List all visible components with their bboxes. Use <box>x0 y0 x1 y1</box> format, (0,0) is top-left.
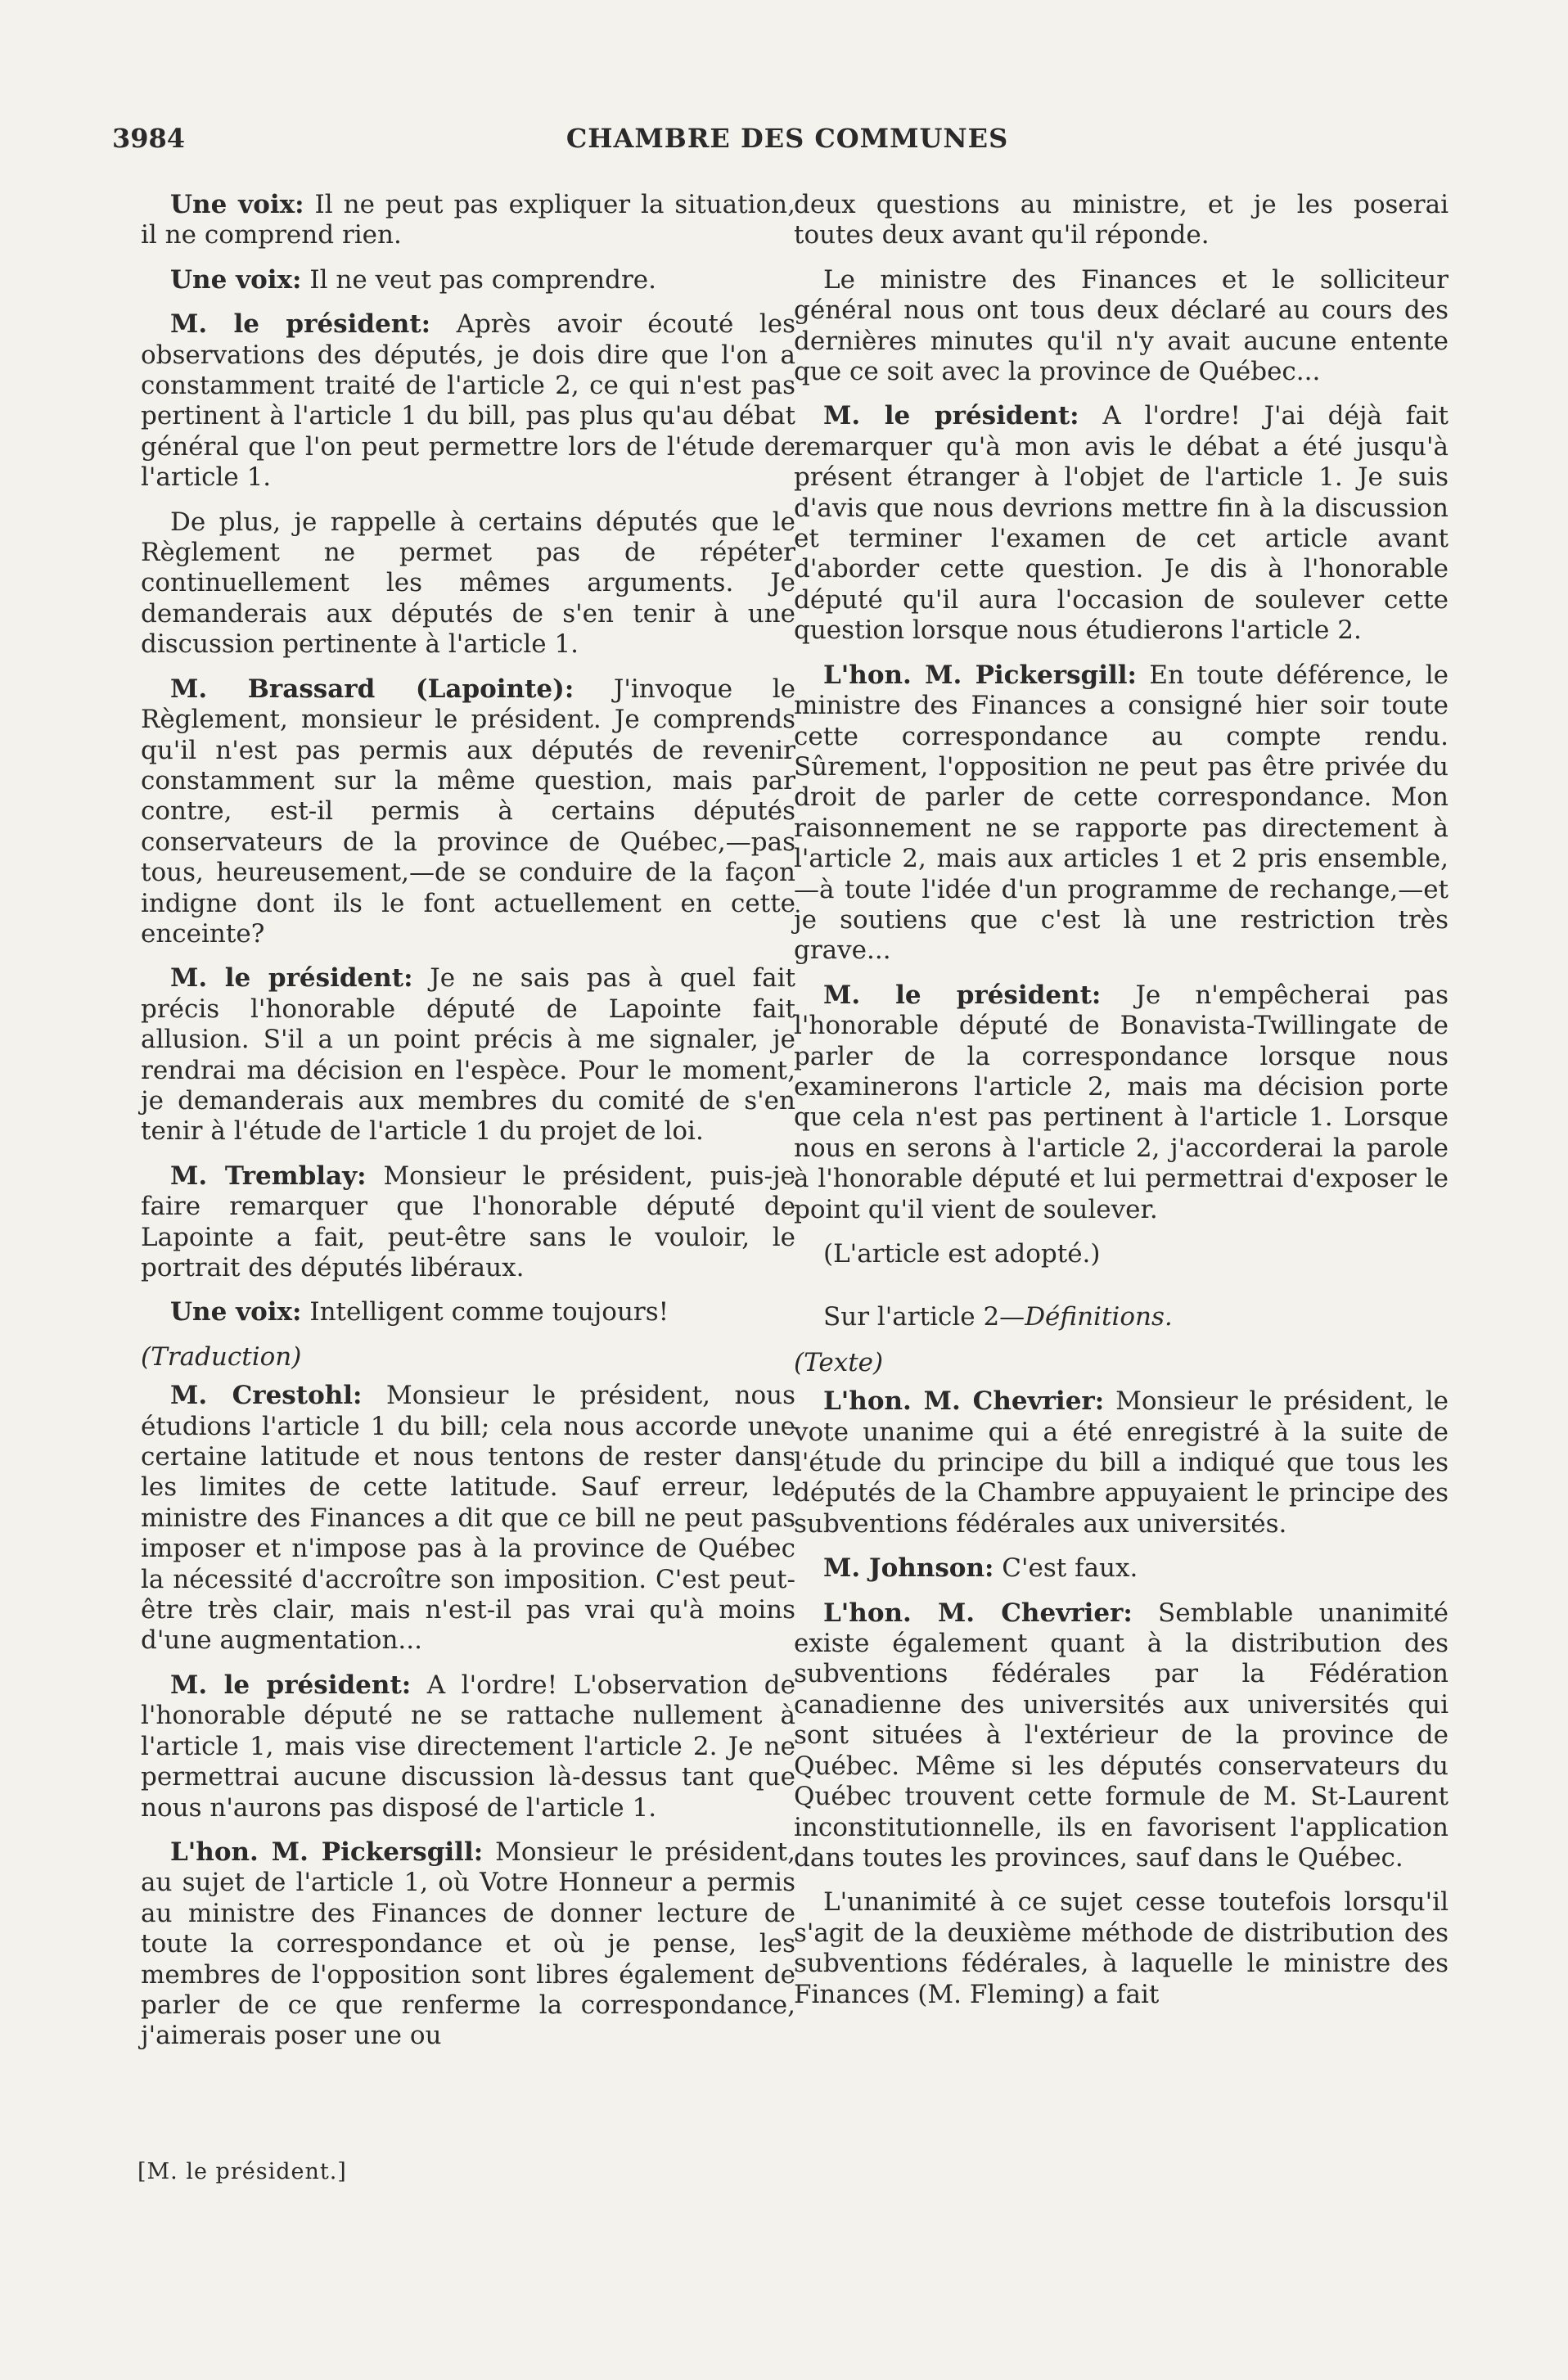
speaker-name: M. Brassard (Lapointe): <box>170 674 574 704</box>
speech-text: Il ne peut pas expliquer la situation, il ne comprend rien. <box>141 190 795 250</box>
speaker-name: M. le président: <box>823 401 1079 431</box>
speech-text: Le ministre des Finances et le solliciteur général nous ont tous deux déclaré au cours des dernières minutes qu'il n'y avait aucune entente que ce soit avec la province de Québec... <box>794 264 1449 387</box>
clause-heading-prefix: Sur l'article 2— <box>823 1302 1025 1332</box>
speech-text: A l'ordre! J'ai déjà fait remarquer qu'à mon avis le débat a été jusqu'à présent étranger à l'objet de l'article 1. Je suis d'avis que nous devrions mettre fin à la discussion et terminer l'examen de cet article avant d'aborder cette question. Je dis à l'honorable député qu'il aura l'occasion de soulever cette question lorsque nous étudierons l'article 2. <box>794 401 1449 646</box>
speech-paragraph <box>141 265 795 295</box>
speech-paragraph <box>141 1670 795 1823</box>
speech-paragraph <box>794 1553 1449 1584</box>
speech-paragraph <box>141 963 795 1147</box>
footnote: [M. le président.] <box>137 2159 347 2184</box>
speaker-name: M. Crestohl: <box>170 1381 363 1411</box>
speaker-name: L'hon. M. Chevrier: <box>823 1598 1133 1628</box>
speech-paragraph <box>141 674 795 950</box>
speaker-name: M. le président: <box>170 963 413 994</box>
speech-text: Monsieur le président, le vote unanime qui a été enregistré à la suite de l'étude du principe du bill a indiqué que tous les députés de la Chambre appuyaient le principe des subventions fédérales aux universités. <box>794 1386 1449 1539</box>
speaker-name: Une voix: <box>170 1297 302 1327</box>
speech-text: A l'ordre! L'observation de l'honorable député ne se rattache nullement à l'article 1, mais vise directement l'article 2. Je ne permettrai aucune discussion là-dessus tant que nous n'aurons pas disposé de l'article 1. <box>141 1670 795 1823</box>
speech-paragraph <box>141 507 795 660</box>
speaker-name: M. Tremblay: <box>170 1161 367 1191</box>
clause-heading <box>794 1302 1449 1332</box>
speech-text: Semblable unanimité existe également quant à la distribution des subventions fédérales par la Fédération canadienne des universités aux universités qui sont situées à l'extérieur de la province de Québec. Même si les députés conservateurs du Québec trouvent cette formule de M. St-Laurent inconstitutionnelle, ils en favorisent l'application dans toutes les provinces, sauf dans le Québec. <box>794 1598 1449 1873</box>
speech-text: Monsieur le président, au sujet de l'article 1, où Votre Honneur a permis au ministre des Finances de donner lecture de toute la correspondance et où je pense, les membres de l'opposition sont libres également de parler de ce que renferme la correspondance, j'aimerais poser une ou <box>141 1837 795 2051</box>
right-column <box>794 190 1449 2024</box>
speaker-name: Une voix: <box>170 190 304 219</box>
speech-paragraph <box>794 980 1449 1225</box>
speech-text: Après avoir écouté les observations des députés, je dois dire que l'on a constamment traité de l'article 2, ce qui n'est pas pertinent à l'article 1 du bill, pas plus qu'au débat général que l'on peut permettre lors de l'étude de l'article 1. <box>141 309 795 493</box>
speech-paragraph <box>794 1386 1449 1539</box>
speech-text: C'est faux. <box>994 1553 1138 1584</box>
clause-heading-title: Définitions. <box>1025 1302 1173 1332</box>
speech-text: En toute déférence, le ministre des Finances a consigné hier soir toute cette correspondance au compte rendu. Sûrement, l'opposition ne peut pas être privée du droit de parler de cette correspondance. Mon raisonnement ne se rapporte pas directement à l'article 2, mais aux articles 1 et 2 pris ensemble,—à toute l'idée d'un programme de rechange,—et je soutiens que c'est là une restriction très grave... <box>794 660 1449 966</box>
speech-text: Intelligent comme toujours! <box>301 1297 669 1327</box>
language-note: (Texte) <box>794 1347 884 1377</box>
speech-text: deux questions au ministre, et je les poserai toutes deux avant qu'il réponde. <box>794 190 1449 250</box>
speaker-name: M. le président: <box>170 309 431 340</box>
speech-paragraph <box>141 1837 795 2052</box>
speech-text: Monsieur le président, puis-je faire remarquer que l'honorable député de Lapointe a fait, peut-être sans le vouloir, le portrait des députés libéraux. <box>141 1161 795 1282</box>
speech-text: Je n'empêcherai pas l'honorable député de Bonavista-Twillingate de parler de la correspondance lorsque nous examinerons l'article 2, mais ma décision porte que cela n'est pas pertinent à l'article 1. Lorsque nous en serons à l'article 2, j'accorderai la parole à l'honorable député et lui permettrai d'exposer le point qu'il vient de soulever. <box>794 980 1449 1224</box>
speech-paragraph <box>794 1598 1449 1874</box>
speech-paragraph <box>794 401 1449 646</box>
speech-text: L'unanimité à ce sujet cesse toutefois lorsqu'il s'agit de la deuxième méthode de distribution des subventions fédérales, à laquelle le ministre des Finances (M. Fleming) a fait <box>794 1887 1449 2009</box>
language-note: (Traduction) <box>141 1341 302 1372</box>
speech-text: De plus, je rappelle à certains députés que le Règlement ne permet pas de répéter continuellement les mêmes arguments. Je demanderais aux députés de s'en tenir à une discussion pertinente à l'article 1. <box>141 507 795 660</box>
speech-paragraph <box>794 265 1449 388</box>
speech-paragraph <box>141 1161 795 1284</box>
speech-paragraph <box>141 309 795 493</box>
speech-text: J'invoque le Règlement, monsieur le président. Je comprends qu'il n'est pas permis aux députés de revenir constamment sur la même question, mais par contre, est-il permis à certains députés conservateurs de la province de Québec,—pas tous, heureusement,—de se conduire de la façon indigne dont ils le font actuellement en cette enceinte? <box>141 674 795 949</box>
speaker-name: Une voix: <box>170 264 302 295</box>
speech-paragraph <box>141 1381 795 1657</box>
speaker-name: L'hon. M. Pickersgill: <box>823 660 1137 690</box>
speaker-name: L'hon. M. Chevrier: <box>823 1386 1105 1417</box>
speech-text: Je ne sais pas à quel fait précis l'honorable député de Lapointe fait allusion. S'il a un point précis à me signaler, je rendrai ma décision en l'espèce. Pour le moment, je demanderais aux membres du comité de s'en tenir à l'étude de l'article 1 du projet de loi. <box>141 963 795 1147</box>
speech-paragraph <box>794 660 1449 967</box>
speech-paragraph <box>141 1297 795 1327</box>
stage-direction: (L'article est adopté.) <box>823 1239 1101 1269</box>
speech-text: Monsieur le président, nous étudions l'article 1 du bill; cela nous accorde une certaine latitude et nous tentons de rester dans les limites de cette latitude. Sauf erreur, le ministre des Finances a dit que ce bill ne peut pas imposer et n'impose pas à la province de Québec la nécessité d'accroître son imposition. C'est peut-être très clair, mais n'est-il pas vrai qu'à moins d'une augmentation... <box>141 1381 795 1656</box>
speech-paragraph <box>794 1887 1449 2010</box>
speaker-name: M. Johnson: <box>823 1553 994 1584</box>
speaker-name: M. le président: <box>170 1670 412 1700</box>
speaker-name: M. le président: <box>823 980 1102 1010</box>
speech-text: Il ne veut pas comprendre. <box>301 264 656 295</box>
page-header <box>112 123 1462 172</box>
left-column <box>141 190 795 2066</box>
page-number: 3984 <box>112 123 186 154</box>
running-head: CHAMBRE DES COMMUNES <box>565 123 1009 154</box>
speech-paragraph <box>794 190 1449 251</box>
speech-paragraph <box>141 190 795 251</box>
speaker-name: L'hon. M. Pickersgill: <box>170 1837 484 1867</box>
